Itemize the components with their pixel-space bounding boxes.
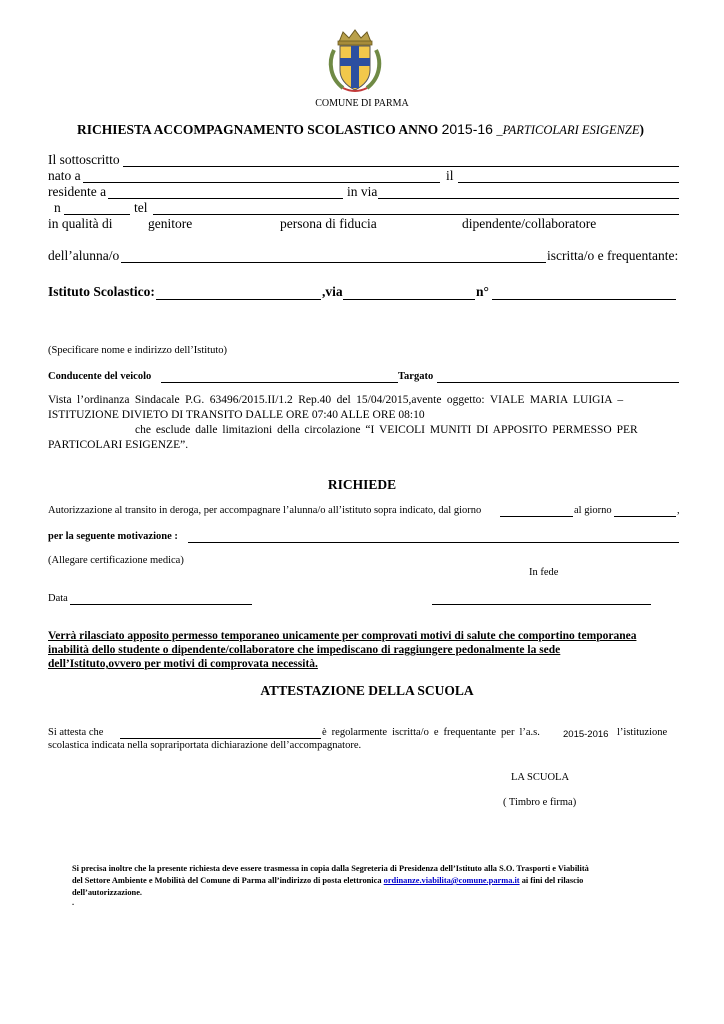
- via-istituto-field[interactable]: [343, 299, 475, 300]
- conducente-field[interactable]: [161, 382, 398, 383]
- label-alunno: dell’alunna/o: [48, 248, 120, 263]
- title-particolari: PARTICOLARI ESIGENZE: [502, 123, 640, 137]
- title-main: RICHIESTA ACCOMPAGNAMENTO SCOLASTICO ANNO: [77, 122, 439, 137]
- label-istituto: Istituto Scolastico:: [48, 284, 155, 299]
- numero-istituto-field[interactable]: [492, 299, 676, 300]
- firma-field[interactable]: [432, 604, 651, 605]
- label-residente-a: residente a: [48, 184, 107, 199]
- label-regolarmente: è regolarmente iscritta/o e frequentante per l’a.s.: [322, 727, 540, 738]
- label-in-via: in via: [347, 184, 378, 199]
- label-in-fede: In fede: [529, 567, 559, 578]
- attestazione-line-2: scolastica indicata nella soprariportata dichiarazione dell’accompagnatore.: [48, 740, 362, 751]
- footer-dot: .: [72, 898, 75, 907]
- ordinanza-line-4: PARTICOLARI ESIGENZE”.: [48, 439, 189, 451]
- targato-field[interactable]: [437, 382, 679, 383]
- form-title: RICHIESTA ACCOMPAGNAMENTO SCOLASTICO ANNO 2015-16 _PARTICOLARI ESIGENZE): [77, 121, 644, 137]
- comune-label: COMUNE DI PARMA: [315, 98, 409, 109]
- nato-a-field[interactable]: [83, 182, 440, 183]
- title-year: 2015-16: [441, 121, 493, 137]
- label-la-scuola: LA SCUOLA: [511, 772, 570, 783]
- label-il: il: [446, 168, 454, 183]
- label-numero: n°: [476, 284, 489, 299]
- ordinanza-line-3: che esclude dalle limitazioni della circolazione “I VEICOLI MUNITI DI APPOSITO PERMESSO PER: [135, 424, 638, 436]
- label-n: n: [54, 200, 61, 215]
- studente-attestato-field[interactable]: [120, 738, 321, 739]
- footer-line-3: dell’autorizzazione.: [72, 888, 143, 897]
- autorizzazione-text: Autorizzazione al transito in deroga, per accompagnare l’alunna/o all’istituto sopra indicato, dal giorno: [48, 505, 482, 516]
- label-nato-a: nato a: [48, 168, 81, 183]
- anno-scolastico: 2015-2016: [563, 729, 609, 740]
- label-motivazione: per la seguente motivazione :: [48, 531, 178, 542]
- dal-giorno-field[interactable]: [500, 516, 573, 517]
- notice-line-3: dell’Istituto,ovvero per motivi di comprovata necessità.: [48, 658, 318, 670]
- residente-a-field[interactable]: [108, 198, 343, 199]
- email-link[interactable]: ordinanze.viabilita@comune.parma.it: [383, 876, 520, 885]
- alunno-field[interactable]: [121, 262, 546, 263]
- telefono-field[interactable]: [153, 214, 679, 215]
- label-si-attesta: Si attesta che: [48, 727, 104, 738]
- footer-line-1: Si precisa inoltre che la presente richiesta deve essere trasmessa in copia dalla Segreteria di Presidenza dell’Istituto alla S.O. Trasporti e Viabilità: [72, 864, 589, 873]
- data-nascita-field[interactable]: [458, 182, 679, 183]
- option-genitore[interactable]: genitore: [148, 216, 193, 231]
- richiede-heading: RICHIEDE: [327, 477, 397, 492]
- label-in-qualita: in qualità di: [48, 216, 113, 231]
- label-targato: Targato: [398, 371, 434, 382]
- in-via-field[interactable]: [378, 198, 679, 199]
- label-data: Data: [48, 593, 68, 604]
- istituto-field[interactable]: [156, 299, 321, 300]
- parma-coat-of-arms-logo: [325, 28, 385, 94]
- data-field[interactable]: [70, 604, 252, 605]
- motivazione-field[interactable]: [188, 542, 679, 543]
- ordinanza-line-2: ISTITUZIONE DIVIETO DI TRANSITO DALLE ORE 07:40 ALLE ORE 08:10: [48, 409, 425, 421]
- label-iscritta: iscritta/o e frequentante:: [547, 248, 679, 263]
- option-persona-di-fiducia[interactable]: persona di fiducia: [280, 216, 377, 231]
- option-dipendente-collaboratore[interactable]: dipendente/collaboratore: [462, 216, 597, 231]
- notice-line-1: Verrà rilasciato apposito permesso temporaneo unicamente per comprovati motivi di salute che comportino temporanea: [48, 630, 637, 642]
- label-sottoscritto: Il sottoscritto: [48, 152, 120, 167]
- label-tel: tel: [134, 200, 148, 215]
- numero-civico-field[interactable]: [64, 214, 130, 215]
- allegare-note: (Allegare certificazione medica): [48, 555, 184, 566]
- notice-line-2: inabilità dello studente o dipendente/collaboratore che impediscano di raggiungere pedonalmente la sede: [48, 644, 561, 656]
- specificare-note: (Specificare nome e indirizzo dell’Istituto): [48, 345, 228, 356]
- label-conducente: Conducente del veicolo: [48, 371, 152, 382]
- al-giorno-field[interactable]: [614, 516, 676, 517]
- label-via: ,via: [322, 284, 343, 299]
- label-al-giorno: al giorno: [574, 505, 612, 516]
- sottoscritto-field[interactable]: [123, 166, 679, 167]
- ordinanza-line-1: Vista l’ordinanza Sindacale P.G. 63496/2015.II/1.2 Rep.40 del 15/04/2015,avente oggetto: VIALE MARIA LUIGIA –: [48, 394, 624, 406]
- footer-line-2: del Settore Ambiente e Mobilità del Comune di Parma all’indirizzo di posta elettronica ordinanze.viabilita@comune.parma.it ai fini del rilascio: [72, 876, 584, 885]
- label-timbro-firma: ( Timbro e firma): [503, 797, 577, 808]
- label-istituzione: l’istituzione: [617, 727, 668, 738]
- attestazione-heading: ATTESTAZIONE DELLA SCUOLA: [260, 683, 474, 698]
